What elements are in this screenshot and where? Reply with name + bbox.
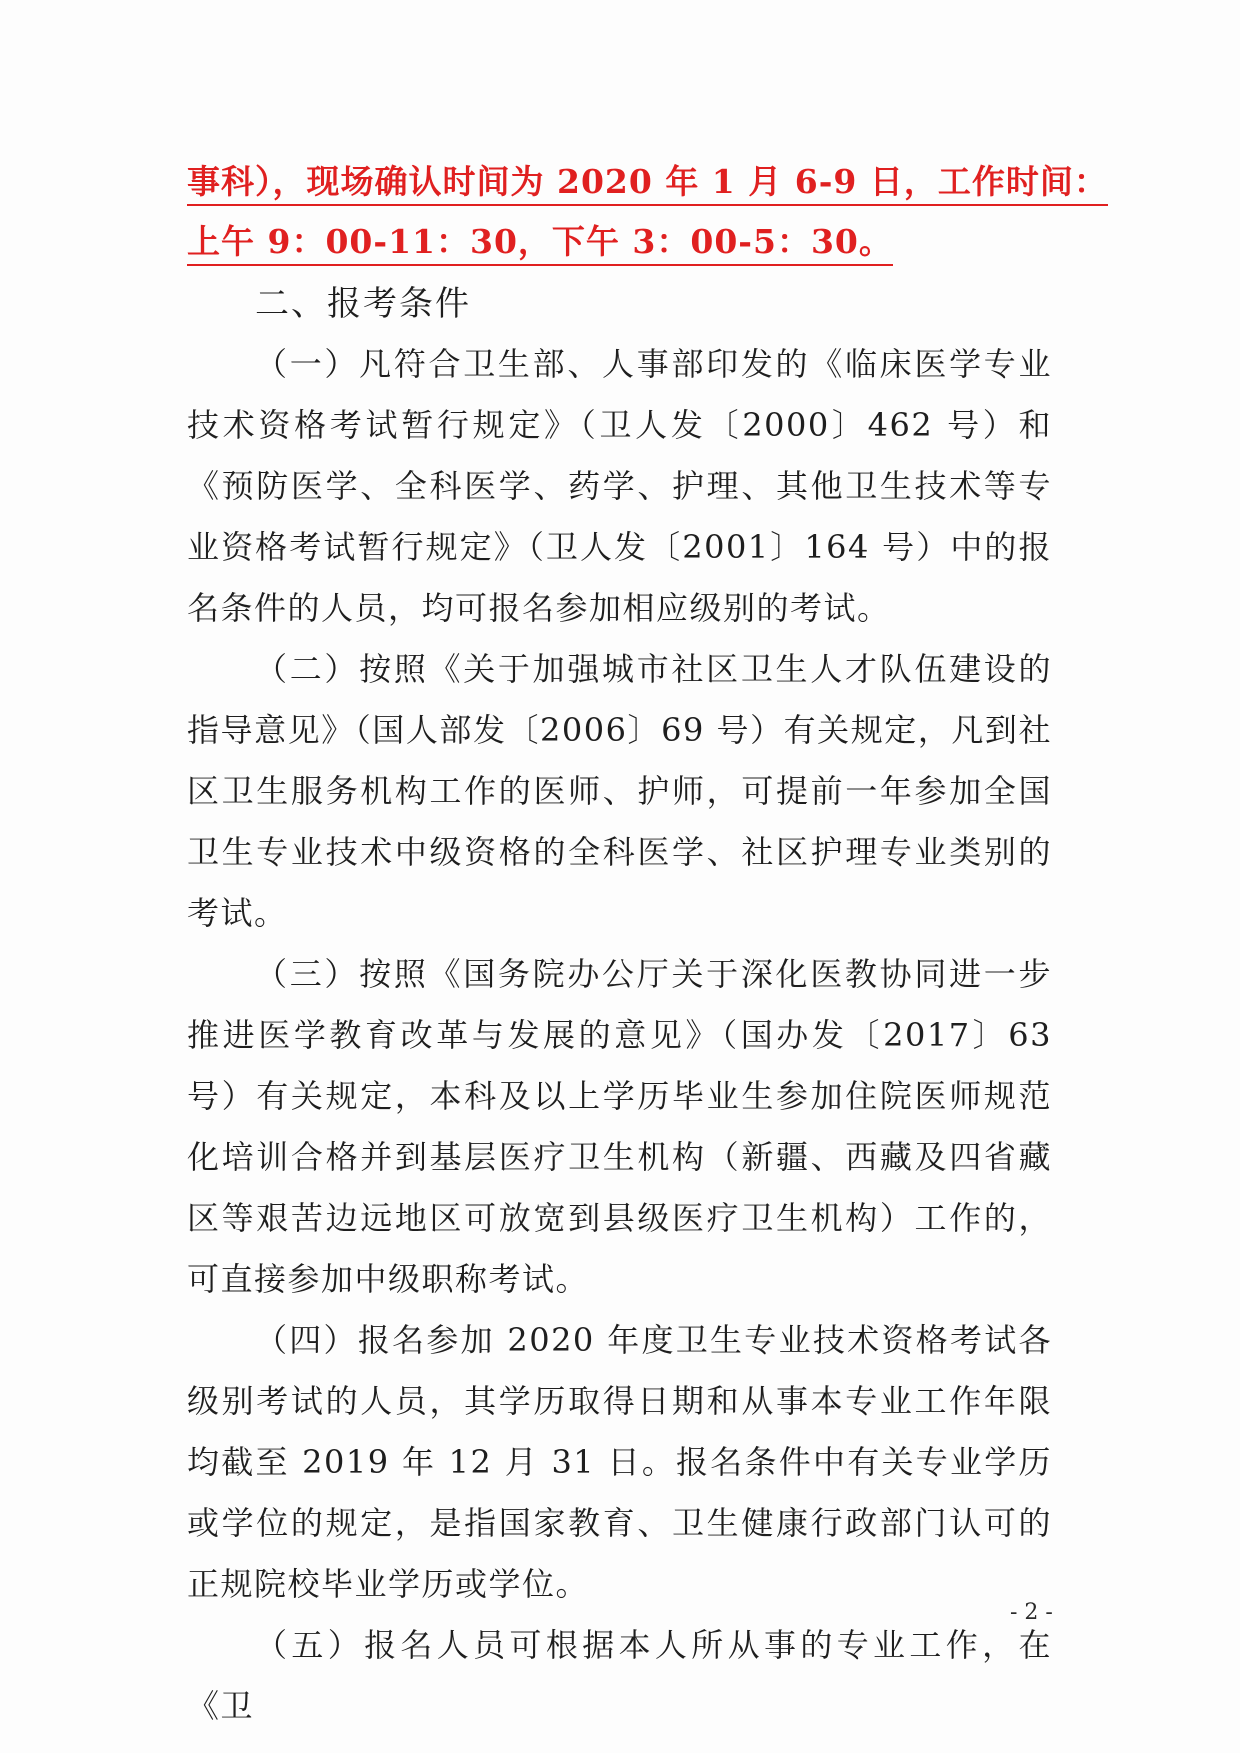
paragraph-4: （四）报名参加 2020 年度卫生专业技术资格考试各级别考试的人员，其学历取得日期和从事本专业工作年限均截至 2019 年 12 月 31 日。报名条件中有关专业学历或学位的规定，是指国家教育、卫生健康行政部门认可的正规院校毕业学历或学位。 (187, 1321, 1052, 1603)
paragraph-1: （一）凡符合卫生部、人事部印发的《临床医学专业技术资格考试暂行规定》（卫人发〔2000〕462 号）和《预防医学、全科医学、药学、护理、其他卫生技术等专业资格考试暂行规定》（卫人发〔2001〕164 号）中的报名条件的人员，均可报名参加相应级别的考试。 (187, 345, 1052, 627)
document-body (187, 152, 1108, 1737)
paragraph-5: （五）报名人员可根据本人所从事的专业工作，在《卫 (187, 1626, 1052, 1725)
section-heading: 二、报考条件 (255, 284, 471, 324)
paragraph-3: （三）按照《国务院办公厅关于深化医教协同进一步推进医学教育改革与发展的意见》（国办发〔2017〕63 号）有关规定，本科及以上学历毕业生参加住院医师规范化培训合格并到基层医疗卫生机构（新疆、西藏及四省藏区等艰苦边远地区可放宽到县级医疗卫生机构）工作的，可直接参加中级职称考试。 (187, 955, 1052, 1298)
page-number: - 2 - (1010, 1600, 1053, 1625)
highlighted-line-1: 事科），现场确认时间为 2020 年 1 月 6-9 日，工作时间： (187, 152, 1052, 212)
paragraph-2: （二）按照《关于加强城市社区卫生人才队伍建设的指导意见》（国人部发〔2006〕69 号）有关规定，凡到社区卫生服务机构工作的医师、护师，可提前一年参加全国卫生专业技术中级资格的全科医学、社区护理专业类别的考试。 (187, 650, 1052, 932)
highlighted-line-2: 上午 9：00-11：30，下午 3：00-5：30。 (187, 212, 1052, 272)
